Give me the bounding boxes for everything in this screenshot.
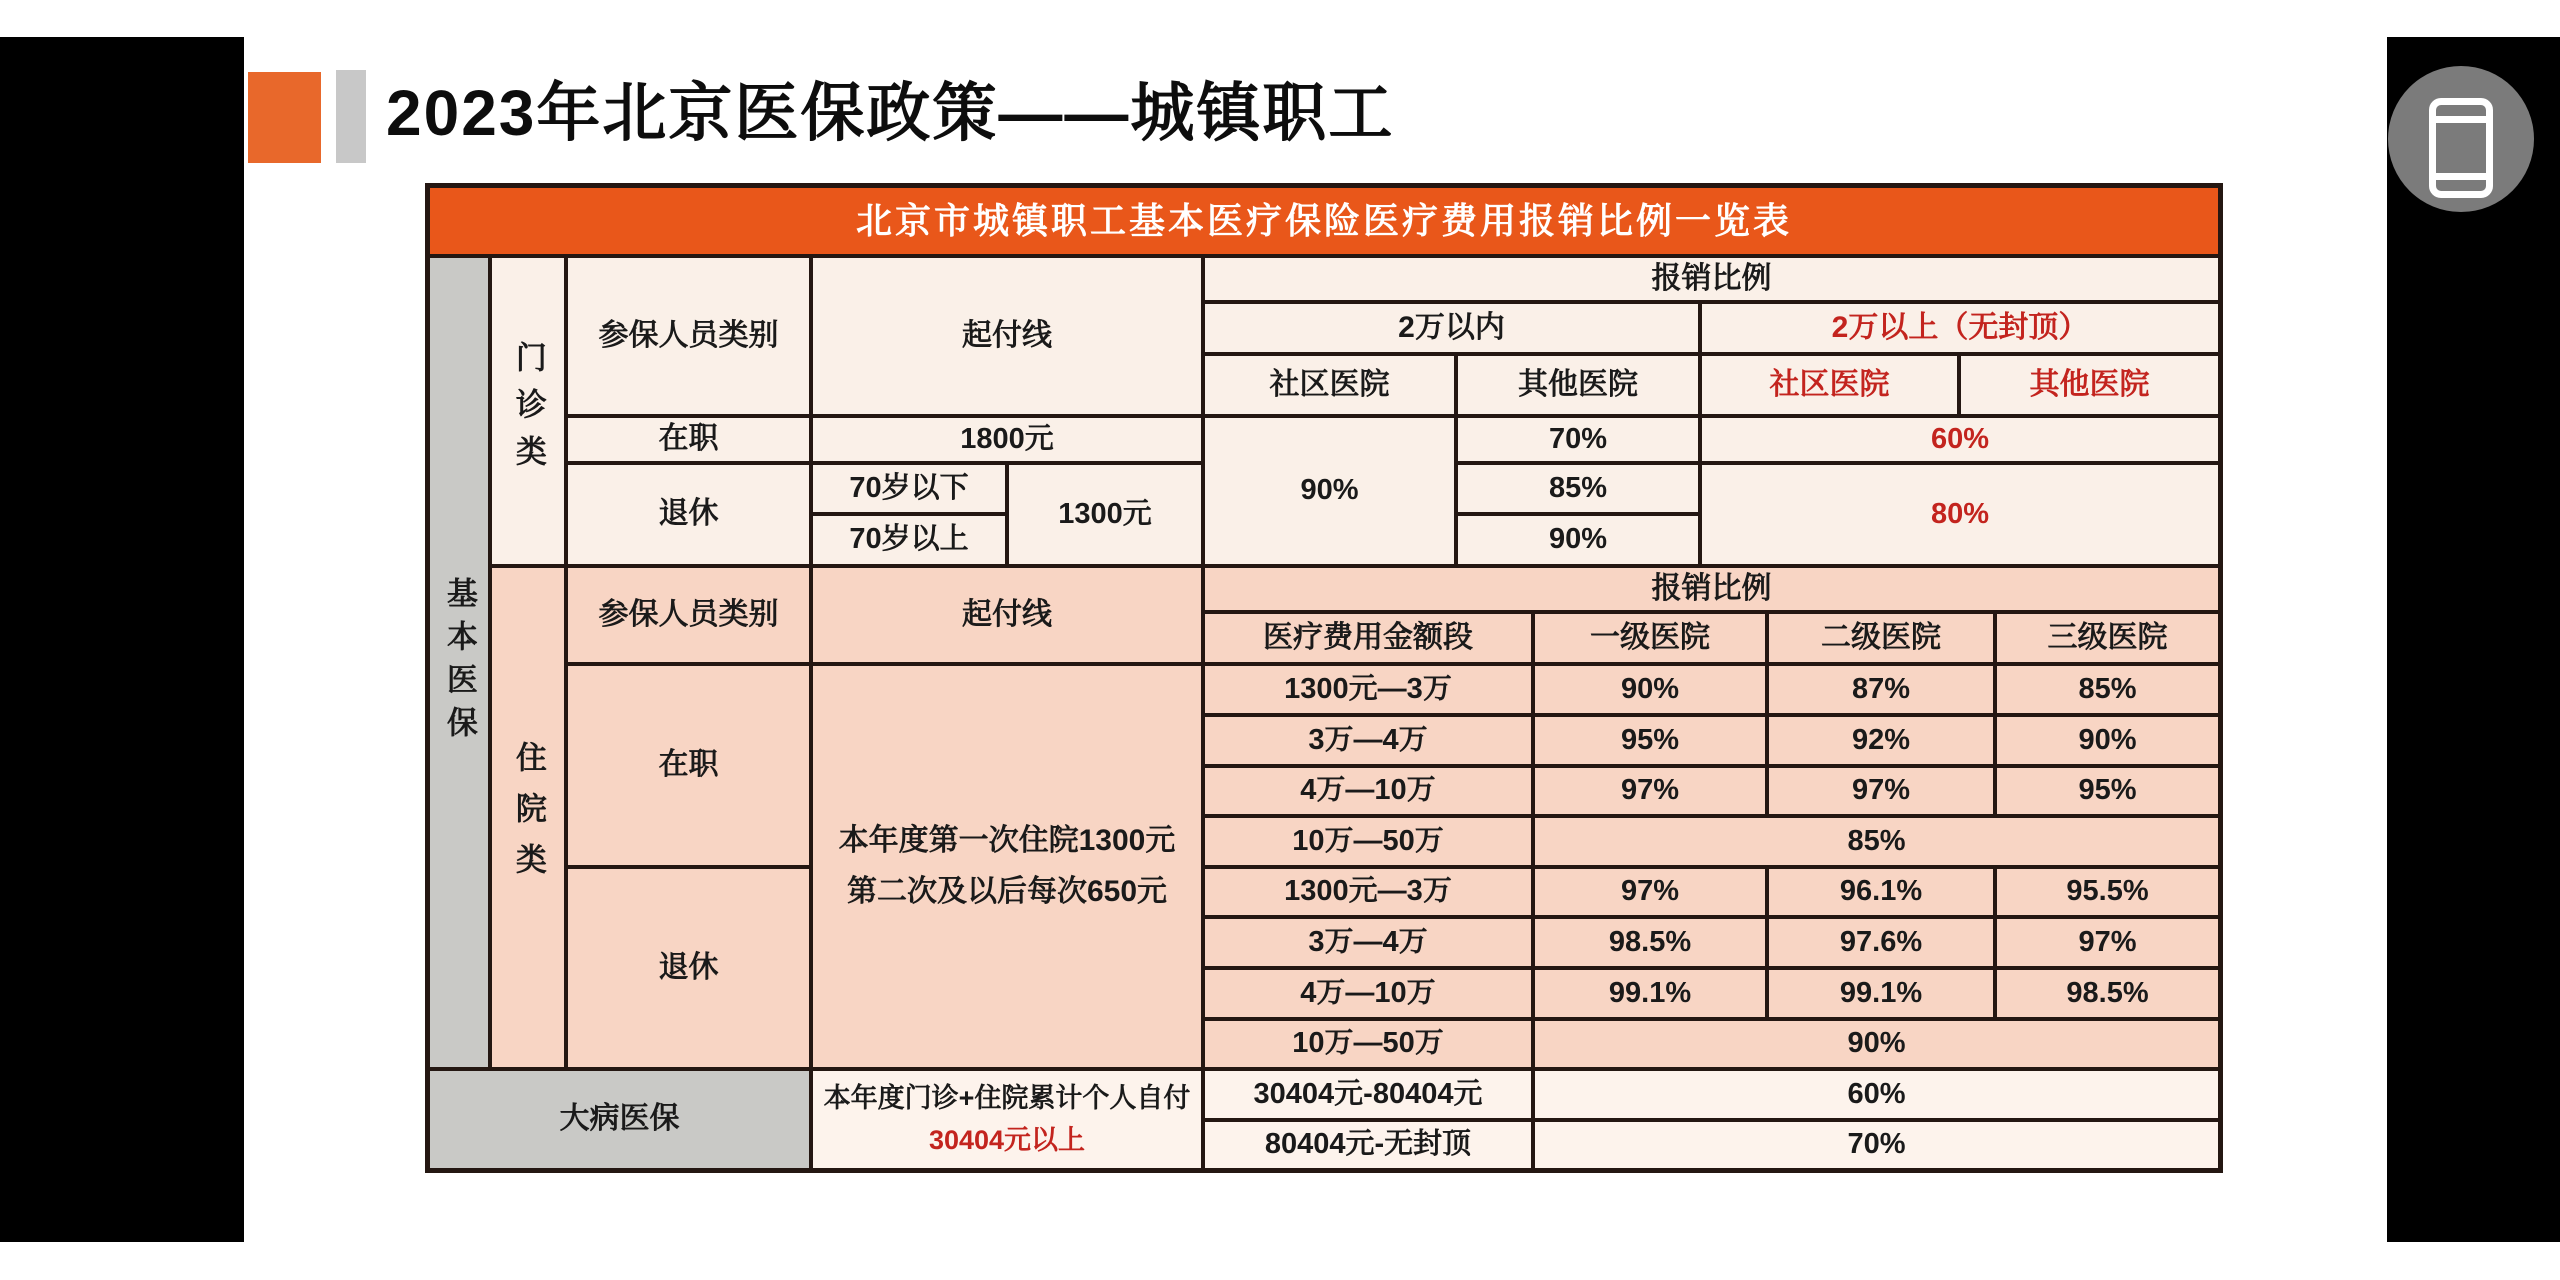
inpatient-active-row-range: 10万—50万: [1203, 816, 1533, 867]
inpatient-active-row-t3: 95%: [1995, 766, 2220, 816]
inpatient-tier3-header: 三级医院: [1995, 612, 2220, 664]
inpatient-active-row-range: 3万—4万: [1203, 715, 1533, 766]
inpatient-deductible-line2: 第二次及以后每次650元: [846, 874, 1168, 908]
inpatient-deductible-header: 起付线: [811, 566, 1203, 664]
outpatient-other-rate-over70: 90%: [1456, 514, 1700, 566]
outpatient-ratio-header: 报销比例: [1203, 256, 2220, 302]
outpatient-above20k-retired-rate: 80%: [1700, 463, 2220, 566]
outpatient-deductible-header: 起付线: [811, 256, 1203, 416]
axis-basic-insurance: 基本医保: [428, 256, 490, 1069]
inpatient-deductible-line1: 本年度第一次住院1300元: [838, 824, 1176, 857]
inpatient-retired-row-range: 1300元—3万: [1203, 867, 1533, 917]
outpatient-active-deductible: 1800元: [811, 416, 1203, 463]
outpatient-active-label: 在职: [566, 416, 811, 463]
outpatient-community-rate: 90%: [1203, 416, 1456, 566]
inpatient-deductible-note: [811, 664, 1203, 1069]
inpatient-retired-row-t2: 99.1%: [1767, 968, 1995, 1019]
inpatient-active-row-t2: 97%: [1767, 766, 1995, 816]
inpatient-member-type-header: 参保人员类别: [566, 566, 811, 664]
table-title: 北京市城镇职工基本医疗保险医疗费用报销比例一览表: [428, 186, 2220, 256]
title-accent-bar: [336, 70, 366, 163]
critical-illness-deductible: [811, 1069, 1203, 1170]
outpatient-retired-deductible: 1300元: [1007, 463, 1203, 566]
inpatient-retired-row-range: 10万—50万: [1203, 1019, 1533, 1069]
inpatient-retired-row-t2: 97.6%: [1767, 917, 1995, 968]
page-title: 2023年北京医保政策——城镇职工: [386, 77, 1395, 149]
policy-table: [425, 183, 2223, 1173]
inpatient-active-row-range: 1300元—3万: [1203, 664, 1533, 715]
floating-menu-button[interactable]: [2388, 66, 2534, 212]
inpatient-tier2-header: 二级医院: [1767, 612, 1995, 664]
inpatient-section-label: 住院类: [490, 566, 566, 1069]
critical-row-range: 80404元-无封顶: [1203, 1120, 1533, 1170]
inpatient-active-row-all: 85%: [1533, 816, 2220, 867]
inpatient-retired-row-range: 4万—10万: [1203, 968, 1533, 1019]
inpatient-active-row-t1: 95%: [1533, 715, 1767, 766]
letterbox-left: [0, 37, 244, 1242]
critical-deductible-line1: 本年度门诊+住院累计个人自付: [823, 1083, 1191, 1114]
inpatient-retired-label: 退休: [566, 867, 811, 1069]
inpatient-active-row-t1: 90%: [1533, 664, 1767, 715]
critical-row-rate: 60%: [1533, 1069, 2220, 1120]
inpatient-retired-row-t1: 99.1%: [1533, 968, 1767, 1019]
outpatient-over70-label: 70岁以上: [811, 514, 1007, 566]
critical-row-rate: 70%: [1533, 1120, 2220, 1170]
inpatient-amount-header: 医疗费用金额段: [1203, 612, 1533, 664]
outpatient-section-label: 门诊类: [490, 256, 566, 566]
outpatient-above20k-active-rate: 60%: [1700, 416, 2220, 463]
inpatient-active-row-t2: 92%: [1767, 715, 1995, 766]
outpatient-member-type-header: 参保人员类别: [566, 256, 811, 416]
inpatient-active-row-t3: 85%: [1995, 664, 2220, 715]
inpatient-active-row-t2: 87%: [1767, 664, 1995, 715]
inpatient-retired-row-all: 90%: [1533, 1019, 2220, 1069]
inpatient-active-row-t3: 90%: [1995, 715, 2220, 766]
outpatient-other-rate-active: 70%: [1456, 416, 1700, 463]
inpatient-retired-row-t3: 98.5%: [1995, 968, 2220, 1019]
critical-row-range: 30404元-80404元: [1203, 1069, 1533, 1120]
outpatient-community-above-header: 社区医院: [1700, 354, 1959, 416]
outpatient-other-above-header: 其他医院: [1959, 354, 2220, 416]
outpatient-community-header: 社区医院: [1203, 354, 1456, 416]
letterbox-right: [2387, 37, 2560, 1242]
outpatient-retired-label: 退休: [566, 463, 811, 566]
outpatient-other-rate-under70: 85%: [1456, 463, 1700, 514]
inpatient-retired-row-t2: 96.1%: [1767, 867, 1995, 917]
outpatient-under70-label: 70岁以下: [811, 463, 1007, 514]
article-lines-icon: [2429, 98, 2493, 198]
outpatient-other-header: 其他医院: [1456, 354, 1700, 416]
title-accent-square: [248, 72, 321, 163]
inpatient-retired-row-range: 3万—4万: [1203, 917, 1533, 968]
outpatient-above-20k-header: 2万以上（无封顶）: [1700, 302, 2220, 354]
inpatient-retired-row-t3: 97%: [1995, 917, 2220, 968]
critical-deductible-line2: 30404元以上: [928, 1124, 1086, 1155]
inpatient-retired-row-t1: 97%: [1533, 867, 1767, 917]
inpatient-retired-row-t1: 98.5%: [1533, 917, 1767, 968]
inpatient-tier1-header: 一级医院: [1533, 612, 1767, 664]
inpatient-ratio-header: 报销比例: [1203, 566, 2220, 612]
inpatient-active-label: 在职: [566, 664, 811, 867]
critical-illness-label: 大病医保: [428, 1069, 811, 1170]
outpatient-within-20k-header: 2万以内: [1203, 302, 1700, 354]
inpatient-retired-row-t3: 95.5%: [1995, 867, 2220, 917]
inpatient-active-row-t1: 97%: [1533, 766, 1767, 816]
inpatient-active-row-range: 4万—10万: [1203, 766, 1533, 816]
